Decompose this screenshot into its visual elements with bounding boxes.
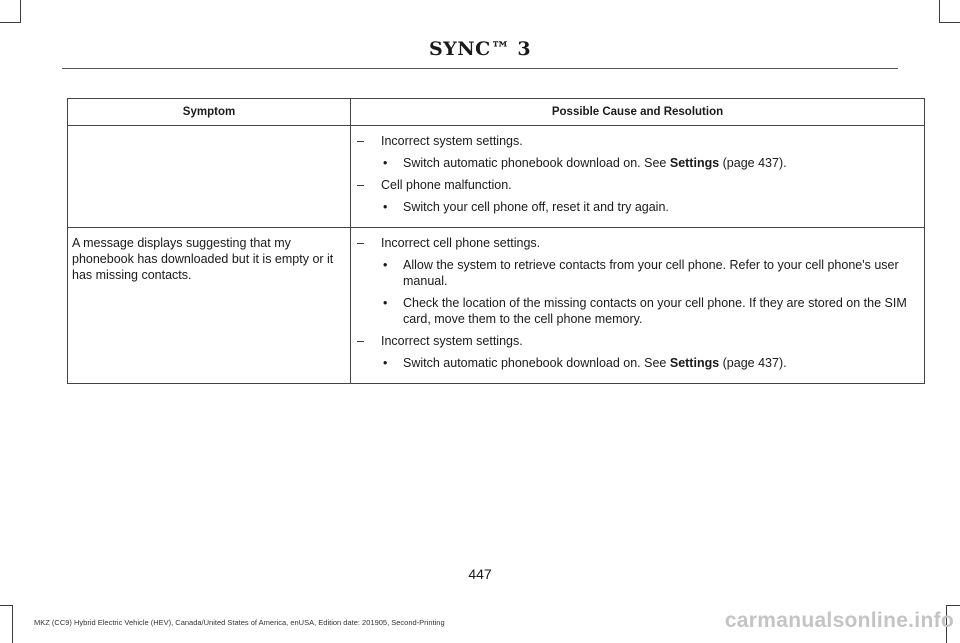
- resolution-item: [357, 355, 920, 371]
- symptom-cell: [68, 126, 351, 228]
- crop-mark: [12, 605, 13, 643]
- cause-cell: [351, 126, 925, 228]
- table-row: [68, 126, 925, 228]
- cause-item: – Cell phone malfunction.: [357, 177, 920, 193]
- settings-reference: Settings: [669, 356, 720, 370]
- cause-item: – Incorrect system settings.: [357, 133, 920, 149]
- crop-mark: [940, 22, 960, 23]
- page-number: 447: [468, 566, 492, 582]
- resolution-item: [357, 155, 920, 171]
- watermark: carmanualsonline.info: [724, 609, 954, 632]
- resolution-item: • Switch your cell phone off, reset it and try again.: [357, 199, 920, 215]
- page-title: SYNC™ 3: [428, 38, 532, 60]
- cause-cell: [351, 228, 925, 384]
- cause-item: – Incorrect cell phone settings.: [357, 235, 920, 251]
- resolution-item: • Check the location of the missing contacts on your cell phone. If they are stored on the SIM card, move them to the cell phone memory.: [357, 295, 920, 327]
- title-divider: [62, 68, 898, 69]
- crop-mark: [946, 605, 960, 606]
- crop-mark: [939, 0, 940, 23]
- resolution-text: Switch automatic phonebook download on. See: [403, 356, 670, 370]
- settings-reference: Settings: [669, 156, 720, 170]
- table-row: [68, 228, 925, 384]
- page-reference: (page 437).: [719, 356, 787, 370]
- cause-item: – Incorrect system settings.: [357, 333, 920, 349]
- crop-mark: [0, 22, 20, 23]
- page-reference: (page 437).: [719, 156, 787, 170]
- crop-mark: [20, 0, 21, 23]
- edition-footer: MKZ (CC9) Hybrid Electric Vehicle (HEV), Canada/United States of America, enUSA, Edition date: 201905, Second-Printing: [34, 618, 445, 627]
- crop-mark: [0, 605, 12, 606]
- troubleshooting-table: [67, 98, 925, 384]
- symptom-cell: A message displays suggesting that my phonebook has downloaded but it is empty or it has missing contacts.: [68, 228, 351, 384]
- resolution-text: Switch automatic phonebook download on. See: [403, 156, 670, 170]
- resolution-item: • Allow the system to retrieve contacts from your cell phone. Refer to your cell phone's user manual.: [357, 257, 920, 289]
- cause-column-header: Possible Cause and Resolution: [351, 99, 925, 126]
- symptom-column-header: Symptom: [68, 99, 351, 126]
- table-header-row: [68, 99, 925, 126]
